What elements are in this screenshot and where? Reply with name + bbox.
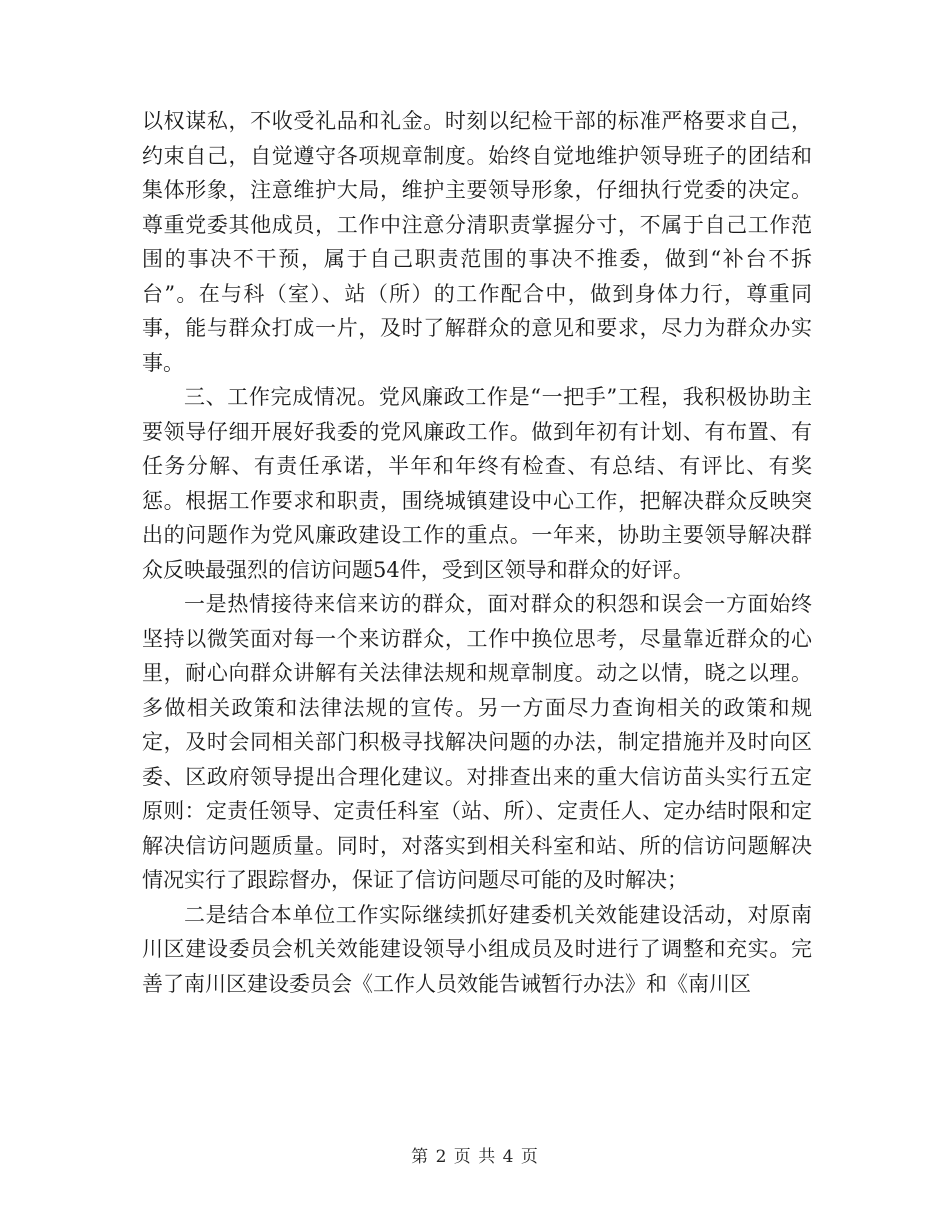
page-number-footer: 第 2 页 共 4 页 xyxy=(411,1147,539,1167)
paragraph-1: 以权谋私，不收受礼品和礼金。时刻以纪检干部的标准严格要求自己，约束自己，自觉遵守各项规章制度。始终自觉地维护领导班子的团结和集体形象，注意维护大局，维护主要领导形象，仔细执行党委的决定。尊重党委其他成员，工作中注意分清职责掌握分寸，不属于自己工作范围的事决不干预，属于自己职责范围的事决不推委，做到“补台不拆台”。在与科（室）、站（所）的工作配合中，做到身体力行，尊重同事，能与群众打成一片，及时了解群众的意见和要求，尽力为群众办实事。 xyxy=(142,109,812,375)
paragraph-3: 一是热情接待来信来访的群众，面对群众的积怨和误会一方面始终坚持以微笑面对每一个来访群众，工作中换位思考，尽量靠近群众的心里，耐心向群众讲解有关法律法规和规章制度。动之以情，晓之以理。多做相关政策和法律法规的宣传。另一方面尽力查询相关的政策和规定，及时会同相关部门积极寻找解决问题的办法，制定措施并及时向区委、区政府领导提出合理化建议。对排查出来的重大信访苗头实行五定原则：定责任领导、定责任科室（站、所）、定责任人、定办结时限和定解决信访问题质量。同时，对落实到相关科室和站、所的信访问题解决情况实行了跟踪督办，保证了信访问题尽可能的及时解决； xyxy=(142,592,812,892)
paragraph-4: 二是结合本单位工作实际继续抓好建委机关效能建设活动，对原南川区建设委员会机关效能建设领导小组成员及时进行了调整和充实。完善了南川区建设委员会《工作人员效能告诫暂行办法》和《南川区 xyxy=(142,902,812,996)
document-body xyxy=(142,104,812,1001)
paragraph-2: 三、工作完成情况。党风廉政工作是“一把手”工程，我积极协助主要领导仔细开展好我委的党风廉政工作。做到年初有计划、有布置、有任务分解、有责任承诺，半年和年终有检查、有总结、有评比、有奖惩。根据工作要求和职责，围绕城镇建设中心工作，把解决群众反映突出的问题作为党风廉政建设工作的重点。一年来，协助主要领导解决群众反映最强烈的信访问题54件，受到区领导和群众的好评。 xyxy=(142,385,812,582)
